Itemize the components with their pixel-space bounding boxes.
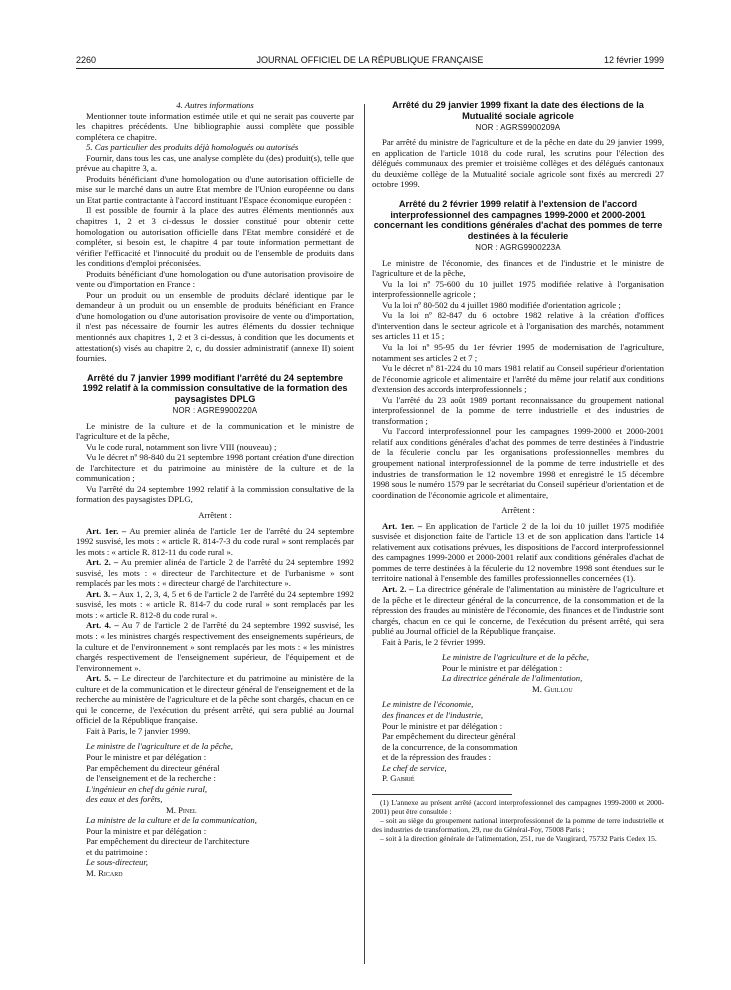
article-label: Art. 5. –	[86, 673, 119, 684]
article-label: Art. 4. –	[86, 620, 119, 631]
signature-line: et de la répression des fraudes :	[382, 752, 492, 763]
page-number: 2260	[76, 55, 97, 65]
article-4	[76, 620, 354, 673]
visa: Vu l'arrêté du 23 août 1989 portant reconnaissance du groupement national interprofessionnel de la pomme de terre industrielle et des industries de transformation ;	[372, 394, 664, 426]
article-1	[76, 526, 354, 558]
paragraph: Fournir, dans tous les cas, une analyse complète du (des) produit(s), telle que prévue au chapitre 3, a.	[76, 152, 354, 174]
article-5	[76, 673, 354, 726]
signature-line: Par empêchement du directeur général	[86, 762, 220, 773]
left-column	[76, 100, 354, 879]
section-title: 5. Cas particulier des produits déjà homologués ou autorisés	[86, 142, 299, 153]
signature-line: des eaux et des forêts,	[86, 794, 163, 805]
footnote-text: – soit à la direction générale de l'alimentation, 251, rue de Vaugirard, 75732 Paris Cedex 15.	[380, 833, 657, 843]
arretent: Arrêtent :	[501, 505, 535, 516]
article-label: Art. 2. –	[382, 584, 414, 595]
visa: Vu l'accord interprofessionnel pour les campagnes 1999-2000 et 2000-2001 relatif aux conditions générales d'achat des pommes de terre destinées à l'industrie de la féculerie conclu par les organisations professionnelles membres du groupement national interprofessionnel de la pomme de terre industrielle et des industries de transformation le 12 novembre 1998 et enregistré le 15 décembre 1998 sous le numéro 1579 par le secrétariat du Conseil supérieur d'orientation et de coordination de l'économie agricole et alimentaire,	[372, 426, 664, 500]
visa: Le ministre de l'économie, des finances et de l'industrie et le ministre de l'agriculture et de la pêche,	[372, 257, 664, 279]
fait-a-paris: Fait à Paris, le 7 janvier 1999.	[86, 725, 191, 736]
signature-line: Pour le ministre et par délégation :	[442, 662, 563, 673]
signature-line: Le ministre de l'agriculture et de la pêche,	[86, 741, 233, 752]
signatory-name: M. Guillou	[532, 683, 573, 694]
visa: Vu la loi nº 95-95 du 1er février 1995 de modernisation de l'agriculture, notamment ses articles 2 et 7 ;	[372, 341, 664, 363]
signature-line: et du patrimoine :	[86, 846, 148, 857]
signature-line: des finances et de l'industrie,	[382, 710, 484, 721]
article-label: Art. 2. –	[86, 557, 119, 568]
signature-line: de la concurrence, de la consommation	[382, 741, 518, 752]
article-2	[76, 557, 354, 589]
article-3	[76, 589, 354, 621]
signatory-name: M. Pinel	[166, 804, 197, 815]
article-text: Aux 1, 2, 3, 4, 5 et 6 de l'article 2 de l'arrêté du 24 septembre 1992 susvisé, les mots : « article R. 814-7 du code rural » sont remplacés par les mots : « article R. 812-8 du code rural ».	[76, 588, 354, 620]
signature-line: Pour le ministre et par délégation :	[382, 720, 503, 731]
paragraph: Il est possible de fournir à la place des autres éléments mentionnés aux chapitres 1, 2 et 3 ci-dessus le dossier constitué pour obtenir cette homologation ou autorisation officielle dans l'Etat membre considéré et de compléter, si besoin est, le chapitre 4 par toute information permettant de vérifier l'efficacité et l'innocuité du produit ou de l'ensemble de produits dans les conditions d'emploi préconisées.	[76, 205, 354, 269]
arrete-title: Arrêté du 7 janvier 1999 modifiant l'arrêté du 24 septembre 1992 relatif à la commission consultative de la formation des paysagistes DPLG	[82, 372, 348, 405]
signature-line: Pour la ministre et par délégation :	[86, 825, 207, 836]
journal-title: JOURNAL OFFICIEL DE LA RÉPUBLIQUE FRANÇAISE	[256, 55, 484, 65]
arrete-title: Arrêté du 2 février 1999 relatif à l'extension de l'accord interprofessionnel des campagnes 1999-2000 et 2000-2001 concernant les conditions générales d'achat des pommes de terre destinées à la féculerie	[373, 198, 663, 242]
article-label: Art. 1er. –	[382, 520, 423, 531]
issue-date: 12 février 1999	[603, 55, 664, 65]
visa: Vu l'arrêté du 24 septembre 1992 relatif à la commission consultative de la formation des paysagistes DPLG,	[76, 483, 354, 505]
article-1	[372, 521, 664, 584]
arretent: Arrêtent :	[198, 509, 232, 520]
header-rule	[76, 68, 664, 69]
column-divider	[364, 104, 365, 964]
page-header	[76, 55, 664, 69]
article-text: La directrice générale de l'alimentation au ministère de l'agriculture et de la pêche et le directeur général de la concurrence, de la consommation et de la répression des fraudes au ministère de l'économie, des finances et de l'industrie sont chargés, chacun en ce qui le concerne, de l'exécution du présent arrêté, qui sera publié au Journal officiel de la République française.	[372, 584, 664, 637]
visa: Vu la loi nº 80-502 du 4 juillet 1980 modifiée d'orientation agricole ;	[382, 299, 621, 310]
article-text: Au premier alinéa de l'article 2 de l'arrêté du 24 septembre 1992 susvisé, les mots : « directeur de l'architecture et de l'urbanisme » sont remplacés par les mots : « directeur chargé de l'architecture ».	[76, 557, 354, 589]
paragraph: Mentionner toute information estimée utile et qui ne serait pas couverte par les chapitres précédents. Une bibliographie aussi complète que possible complétera ce chapitre.	[76, 110, 354, 142]
signature-line: de l'enseignement et de la recherche :	[86, 773, 216, 784]
signatory-name: M. Ricard	[86, 868, 123, 879]
article-text: En application de l'article 2 de la loi du 10 juillet 1975 modifiée susvisée et disjonction faite de l'article 13 et de son application dans l'article 14 relativement aux cotisations prévues, les dispositions de l'accord interprofessionnel des campagnes 1999-2000 et 2000-2001 relatif aux conditions générales d'achat de pommes de terre destinées à la féculerie du 12 novembre 1998 sont étendues sur le territoire national à l'ensemble des familles professionnelles concernées (1).	[372, 520, 665, 584]
visa: Vu la loi nº 82-847 du 6 octobre 1982 relative à la création d'offices d'intervention dans le secteur agricole et à l'organisation des marchés, notamment ses articles 11 et 15 ;	[372, 310, 664, 342]
footnote-rule	[372, 794, 512, 795]
signature-line: Le ministre de l'agriculture et de la pêche,	[442, 652, 589, 663]
signature-line: La ministre de la culture et de la communication,	[86, 815, 257, 826]
article-text: Au premier alinéa de l'article 1er de l'arrêté du 24 septembre 1992 susvisé, les mots : « article R. 814-7-3 du code rural » sont remplacés par les mots : « article R. 812-11 du code rural ».	[76, 525, 354, 557]
footnote-text: (1) L'annexe au présent arrêté (accord interprofessionnel des campagnes 1999-2000 et 2000-2001) peut être consultée :	[372, 797, 664, 816]
paragraph: Produits bénéficiant d'une homologation ou d'une autorisation officielle de mise sur le marché dans un autre Etat membre de l'Union européenne ou dans un Etat partie contractante à l'accord instituant l'Espace économique européen :	[76, 173, 354, 205]
signature-line: Le ministre de l'économie,	[382, 699, 474, 710]
section-title: 4. Autres informations	[176, 100, 254, 110]
visa: Vu le code rural, notamment son livre VIII (nouveau) ;	[86, 441, 277, 452]
footnote	[372, 798, 664, 843]
signature-line: La directrice générale de l'alimentation,	[442, 673, 583, 684]
arrete-title: Arrêté du 29 janvier 1999 fixant la date des élections de la Mutualité sociale agricole	[392, 100, 644, 121]
visa: Vu la loi nº 75-600 du 10 juillet 1975 modifiée relative à l'organisation interprofessionnelle agricole ;	[372, 278, 664, 300]
signature-line: Le chef de service,	[382, 762, 447, 773]
signatory-name: P. Gabrié	[382, 773, 415, 784]
nor-reference: NOR : AGRE9900220A	[172, 406, 258, 416]
fait-a-paris: Fait à Paris, le 2 février 1999.	[382, 636, 486, 647]
article-2	[372, 584, 664, 637]
footnote-text: – soit au siège du groupement national interprofessionnel de la pomme de terre industrielle et des industries de transformation, 29, rue du Général-Foy, 75008 Paris ;	[372, 815, 664, 834]
paragraph: Produits bénéficiant d'une homologation ou d'une autorisation provisoire de vente ou d'importation en France :	[76, 268, 354, 290]
article-label: Art. 1er. –	[86, 525, 127, 536]
signature-line: Par empêchement du directeur de l'architecture	[86, 836, 250, 847]
paragraph: Pour un produit ou un ensemble de produits déclaré identique par le demandeur à un produit ou un ensemble de produits bénéficiant en France d'une homologation ou d'une autorisation provisoire de vente ou d'importation, il n'est pas nécessaire de fournir les autres éléments du dossier technique mentionnés aux chapitres 1, 2 et 3 ci-dessus, à condition que les documents et attestation(s) visés au chapitre 2, c, du dossier administratif (annexe II) soient fournies.	[76, 289, 354, 364]
visa: Vu le décret nº 81-224 du 10 mars 1981 relatif au Conseil supérieur d'orientation de l'économie agricole et alimentaire et l'arrêté du même jour relatif aux conditions d'extension des accords interprofessionnels ;	[372, 363, 664, 395]
article-text: Au 7 de l'article 2 de l'arrêté du 24 septembre 1992 susvisé, les mots : « les ministres chargés respectivement des enseignements supérieurs, de la culture et de l'environnement » sont remplacés par les mots : « les ministres chargés respectivement de l'enseignement supérieur, de l'équipement et de l'environnement ».	[76, 620, 354, 673]
signature-line: Par empêchement du directeur général	[382, 731, 516, 742]
paragraph: Par arrêté du ministre de l'agriculture et de la pêche en date du 29 janvier 1999, en application de l'article 1018 du code rural, les scrutins pour l'élection des délégués communaux des premier et troisième collèges et des délégués cantonaux du deuxième collège de la Mutualité sociale agricole sont fixés au mercredi 27 octobre 1999.	[372, 137, 664, 190]
signature-line: Le sous-directeur,	[86, 857, 148, 868]
article-text: Le directeur de l'architecture et du patrimoine au ministère de la culture et de la communication et le directeur général de l'enseignement et de la recherche au ministère de l'agriculture et de la pêche sont chargés, chacun en ce qui le concerne, de l'exécution du présent arrêté, qui sera publié au Journal officiel de la République française.	[76, 673, 355, 726]
visa: Le ministre de la culture et de la communication et le ministre de l'agriculture et de la pêche,	[76, 420, 354, 442]
nor-reference: NOR : AGRG9900223A	[475, 243, 561, 253]
signature-line: Pour le ministre et par délégation :	[86, 752, 207, 763]
right-column	[372, 100, 664, 843]
article-label: Art. 3. –	[86, 588, 117, 599]
nor-reference: NOR : AGRS9900209A	[475, 122, 561, 132]
visa: Vu le décret nº 98-840 du 21 septembre 1998 portant création d'une direction de l'architecture et du patrimoine au ministère de la culture et de la communication ;	[76, 452, 354, 484]
signature-line: L'ingénieur en chef du génie rural,	[86, 783, 208, 794]
